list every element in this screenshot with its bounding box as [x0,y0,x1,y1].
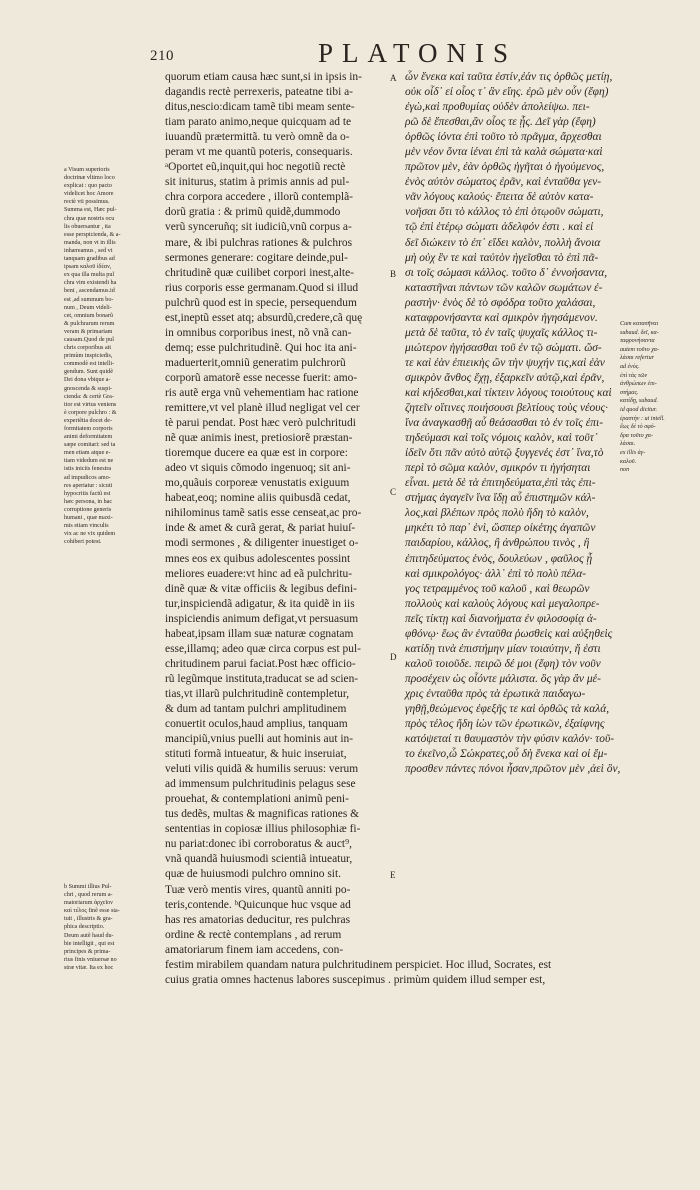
margin-note-line: primùm inspiciedis, [64,353,113,360]
margin-note-line: ex qua illa multa pul [64,272,115,279]
greek-line: νοῆσαι ὅτι τὸ κάλλος τὸ ἐπὶ ὁτῳοῦν σώματι, [405,206,604,219]
greek-line: ρῶ δὲ ἕπεσθαι,ἂν οἷος τε ᾖς. Δεῖ γὰρ (ἔφη) [405,116,596,129]
margin-note-line: id quod dicitur. [620,406,658,413]
margin-note-line: doctrinæ vltimo loco [64,175,115,182]
margin-note-line: ἐραστὴν : ut intell. [620,415,665,422]
margin-note-line: principes & prima- [64,948,111,955]
margin-note-line: est ,ad summum bo- [64,296,114,303]
latin-line: mnes eos ex quibus adolescentes possint [165,552,351,565]
section-letter-b: B [390,269,397,279]
margin-note-line: num , Deum videli- [64,304,112,311]
greek-line: προσθεν πάντες πόνοι ἦσαν,πρῶτον μὲν ,ἀεὶ ὂν, [405,763,621,776]
greek-line: καταφρονήσαντα καὶ σμικρὸν ἡγησάμενον. [405,311,598,324]
greek-line: κατίδῃ τινὰ ἐπιστήμην μίαν τοιαύτην, ἥ ἐστι [405,642,601,655]
margin-note-line: tior est virtus veniens [64,401,117,408]
margin-note-line: chris corporibus ait [64,345,112,352]
greek-line: πεῖς τίκτῃ καὶ διανοήματα ἐν φιλοσοφίᾳ ἀ- [405,612,597,625]
greek-line: μιώτερον ἡγήσασθαι τοῦ ἐν τῷ σώματι. ὥσ- [405,341,602,354]
latin-line: mare, & ibi pulchras rationes & pulchros [165,236,353,249]
greek-line: πρῶτον μὲν, ἐὰν ὀρθῶς ἡγῆται ὁ ἡγούμενος, [405,161,605,174]
margin-note-line: ἕως δὲ τὸ σφό- [620,424,656,431]
latin-line: mo,quãuis corporeæ venustatis exiguum [165,477,350,490]
greek-line: μὴ οὐχ ἓν τε καὶ ταὐτὸν ἡγεῖσθαι τὸ ἐπὶ πᾶ- [405,251,599,264]
margin-note-line: tuit , illustris & gra- [64,916,113,923]
latin-line: dinẽ quæ & vitæ officiis & legibus defini- [165,582,357,595]
greek-line: μετὰ δὲ ταῦτα, τὸ ἐν ταῖς ψυχαῖς κάλλος τι- [405,326,598,339]
greek-line: τε καὶ ἐὰν ἐπιεικὴς ὢν τὴν ψυχήν τις,καὶ ἐὰν [405,356,605,369]
greek-line: ἰδεῖν ὅτι πᾶν αὐτὸ αὑτῷ ξυγγενές ἐστ᾽ ἵνα,τὸ [405,447,604,460]
latin-line: dagandis rectè perrexeris, pateatne tibi a- [165,86,353,99]
margin-note-line: veram & primariam [64,328,113,335]
margin-note-line: chra vim existendi ha [64,280,117,287]
margin-note-line: hæc persona, in hac [64,498,113,505]
latin-line: ad immensum pulchritudinis pelagus sese [165,778,356,791]
latin-line: est,ineptũ esset atq; absurdũ,credere,cã quę [165,311,363,324]
margin-note-line: ταφρονήσαντα [620,338,655,345]
greek-column [405,70,621,777]
greek-line: ραστὴν· ἑνὸς δὲ τὸ σφόδρα τοῦτο χαλάσαι, [405,296,596,309]
margin-note-line: tiam videdum est ne [64,458,114,465]
greek-line: γηθῇ,θεώμενος ἐφεξῆς τε καὶ ὀρθῶς τὰ καλά, [405,702,610,715]
margin-note-line: bie intelligit , qui est [64,940,115,947]
greek-line: ὀρθῶς ἰόντα ἐπὶ τοῦτο τὸ πρᾶγμα, ἄρχεσθαι [405,131,602,144]
margin-note-line: mis etiam vinculis [64,523,109,530]
latin-line: tur,inspiciendã adigatur, & ita quidẽ in iis [165,597,355,610]
latin-line: amatoriarum finem iam accedens, con- [165,943,344,956]
margin-note-line: autem τοῦτο χα- [620,346,659,353]
margin-note-line: istis iniciis fenestra [64,466,112,473]
greek-line: μηκέτι τὸ παρ᾽ ἑνὶ, ὥσπερ οἰκέτης ἀγαπῶν [405,522,596,535]
margin-note-line: ad ἑνὸς. [620,363,640,370]
margin-note-line: lis obuersantur , ita [64,223,111,230]
page-number: 210 [150,48,174,64]
latin-line: peram vt me quantũ poteris, consequaris. [165,146,353,159]
margin-note-line: animi deformitatem [64,434,113,441]
latin-line: chritudinẽ quæ cuilibet corpori inest,alte- [165,266,354,279]
margin-note-line: corruptione generis [64,506,112,513]
margin-note-line: gendum. Sunt quidẽ [64,369,113,376]
greek-line: ὧν ἕνεκα καὶ ταῦτα ἐστίν,ἐάν τις ὀρθῶς μετίῃ, [405,71,613,83]
margin-note-line: esse perspicienda, & a- [64,231,121,238]
latin-line: ᵃOportet eũ,inquit,qui hoc negotiũ rectè [165,161,346,174]
latin-line: ditus,nescio:dicam tamẽ tibi meam sente- [165,101,355,114]
latin-line: tiam parato animo,neque quicquam ad te [165,116,352,129]
latin-line: sit initurus, statim à primis annis ad pul- [165,176,350,189]
greek-line: ἵνα ἀναγκασθῇ αὖ θεάσασθαι τὸ ἐν τοῖς ἐπι- [405,417,604,430]
margin-note-a [64,166,156,546]
greek-line: καταστῆναι πάντων τῶν καλῶν σωμάτων ἐ- [405,281,603,294]
greek-line: παιδαρίου, κάλλος, ἢ ἀνθρώπου τινὸς , ἢ [405,537,590,550]
latin-line: chra corpora accedere , illorũ contemplã- [165,191,353,204]
margin-note-line: a Visum superioris [64,167,110,173]
latin-line: nu pariat:donec ibi corroboratus & auct⁹, [165,838,352,851]
margin-note-right [620,320,676,475]
margin-note-line: videlicet hoc Amore [64,191,114,198]
margin-note-line: explicat : quo pacto [64,183,112,190]
margin-note-line: gnoscenda & suspi- [64,385,113,392]
latin-line: adeo vt siquis cõmodo ingenuoq; sit ani- [165,462,351,475]
latin-line: Tuæ verò mentis vires, quantũ anniti po- [165,883,351,896]
margin-note-line: manda, non vt in illis [64,239,116,246]
margin-note-line: καλοῦ. [620,458,637,465]
margin-note-line: bent , ascendamus.id [64,288,115,295]
greek-line: ζητεῖν οἵτινες ποιήσουσι βελτίους τοὺς νέους· [405,402,608,415]
latin-line: festim mirabilem quandam natura pulchritudinem perspiciet. Hoc illud, Socrates, est [165,958,552,971]
latin-line: vnã quandã huiusmodi scientiã intueatur, [165,853,353,866]
greek-line: ἐγὼ,καὶ προθυμίας οὐδὲν ἀπολείψω. πει- [405,101,590,114]
margin-note-line: καὶ τέλος finẽ esse sta- [64,908,120,915]
margin-note-line: vix ac ne vix quidem [64,531,116,538]
greek-line: σι τοῖς σώμασι κάλλος. τοῦτο δ᾽ ἐννοήσαντα, [405,266,608,279]
margin-note-line: κατίδῃ, subaud. [620,398,659,405]
latin-line: inde & amet & curã gerat, & pariat huiuſ- [165,522,356,535]
margin-note-line: phica descriptio. [64,924,105,931]
margin-note-line: rius finis vniuersæ no [64,956,117,963]
latin-line: pulchrũ quod est in specie, persequendum [165,296,357,309]
latin-line: meliores euadere:vt hinc ad eã pulchritu- [165,567,353,580]
margin-note-line: commodè est intelli- [64,361,115,368]
latin-line: maduerterit,omniũ generatim pulchrorũ [165,356,346,369]
section-letter-e: E [390,870,396,880]
latin-line: chritudinem parui faciat.Post hæc officio- [165,657,356,670]
greek-line: στήμας ἀγαγεῖν ἵνα ἴδῃ αὖ ἐπιστημῶν κάλ- [405,492,596,505]
margin-note-line: formitatem corporis [64,426,113,432]
latin-line: modi sermones , & diligenter inuestiget o- [165,537,359,550]
margin-note-line: sæpe comitari: sed ta [64,442,116,449]
margin-note-line: hypocritis factũ est [64,490,111,497]
greek-line: πρὸς τέλος ἤδη ἰὼν τῶν ἐρωτικῶν, ἐξαίφνης [405,718,605,731]
latin-line: iuuandũ prætermittã. tu verò omnẽ da o- [165,131,350,144]
section-letter-a: A [390,73,397,83]
latin-line: habeat,ipsam illam suæ naturæ cognatam [165,627,354,640]
margin-note-line: ἀνθρώπων ἐπι- [620,381,657,388]
greek-line: γος τετραμμένος τοῦ καλοῦ , καὶ θεωρῶν [405,582,590,595]
greek-line: δεῖ διώκειν τὸ ἐπ᾽ εἴδει καλὸν, πολλὴ ἄνοια [405,236,601,249]
greek-line: λος,καὶ βλέπων πρὸς πολὺ ἤδη τὸ καλὸν, [405,507,589,520]
margin-note-line: ipsam καλοῦ ἰδέαν, [64,264,112,271]
margin-note-line: res aperiatur : sicuti [64,482,113,489]
latin-line: & dum ad tantam pulchri amplitudinem [165,702,347,715]
margin-note-line: stræ vitæ. Ita ex hoc [64,964,114,971]
latin-line: sermones generare: cogitare deinde,pul- [165,251,348,264]
margin-note-line: b Summi illius Pul- [64,884,112,890]
margin-note-line: matoriarum ἀρχεῖον [64,900,113,907]
margin-note-line: inhæreamus , sed vt [64,247,113,254]
latin-line: ris autẽ erga vnũ vehementiam hac ratione [165,386,359,399]
latin-line: quorum etiam causa hæc sunt,si in ipsis in- [165,71,362,83]
greek-line: νᾶν λόγους καλούς· ἔπειτα δὲ αὐτὸν κατα- [405,191,594,204]
margin-note-line: experiẽtia docet de- [64,417,113,424]
greek-line: σμικρὸν ἄνθος ἔχῃ, ἐξαρκεῖν αὐτῷ,καὶ ἐρᾶν, [405,371,605,384]
greek-line: οὐκ οἶδ᾽ εἰ οἷος τ᾽ ἂν εἴης. ἐρῶ μὲν οὖν (ἔφη) [405,86,609,99]
latin-line: sententias in copiosæ illius philosophiæ fi- [165,823,361,836]
section-letter-c: C [390,487,397,497]
latin-line: nihilominus tamẽ satis esse censeat,ac pro- [165,507,362,520]
margin-note-line: ἐπὶ τὰς τῶν [620,372,648,379]
margin-note-line: στήμας. [620,389,639,396]
latin-line: conuertit oculos,haud amplius, tanquam [165,718,348,731]
margin-note-line: men etiam atque e- [64,450,111,457]
latin-line: tias,vt illarũ pulchritudinẽ contempletur, [165,687,350,700]
margin-note-line: subaud. δεῖ, κα- [620,329,659,336]
margin-note-line: tanquam gradibus ad [64,256,115,263]
margin-note-line: λάσαι. [620,441,636,448]
margin-note-line: ad impudicos amo- [64,474,111,481]
greek-line: ἐπιτηδεύματος ἑνὸς, δουλεύων , φαῦλος ᾖ [405,552,593,565]
greek-line: μὲν νέον ὄντα ἰέναι ἐπὶ τὰ καλὰ σώματα·καὶ [405,146,603,159]
margin-note-line: Cum κατασῆναι [620,321,659,327]
latin-line: mancipiũ,vnius puelli aut hominis aut in- [165,733,354,746]
margin-note-b [64,883,156,972]
greek-line: καλοῦ τοιοῦδε. πειρῶ δέ μοι (ἔφη) τὸν νοῦν [405,657,601,670]
greek-line: περὶ τὸ σῶμα καλὸν, σμικρόν τι ἡγήσηται [405,462,591,475]
latin-line: veluti vilis quidã & humilis seruus: verum [165,763,359,776]
latin-line: demq; esse pulchritudinẽ. Qui hoc ita ani- [165,341,357,354]
greek-line: το ἐκεῖνο,ὦ Σώκρατες,οὗ δὴ ἕνεκα καὶ οἱ ἔμ- [405,748,608,761]
greek-line: εἶναι. μετὰ δὲ τὰ ἐπιτηδεύματα,ἐπὶ τὰς ἐπι- [405,477,596,490]
margin-note-line: cohiberi potest. [64,539,102,546]
latin-line: tus dedẽs, multas & magnificas rationes & [165,808,360,821]
latin-line: corporũ amatorẽ esse necesse fuerit: amo- [165,371,358,384]
margin-note-line: humani , quæ maxi- [64,515,113,522]
greek-line: ἑνὸς αὐτὸν σώματος ἐρᾶν, καὶ ἐνταῦθα γεν- [405,176,602,189]
latin-line: dorũ gratia : & primũ quidẽ,dummodo [165,206,341,219]
margin-note-line: non [620,467,630,474]
latin-line: verũ synceruñq; sit iudiciũ,vnũ corpus a- [165,221,352,234]
running-head: PLATONIS [318,38,518,68]
latin-line: rius corporis esse germanam.Quod si illud [165,281,359,294]
latin-line: tioremque ducere ea quæ est in corpore: [165,447,348,460]
latin-line: prouehat, & contemplationi animũ peni- [165,793,349,806]
margin-note-line: chri , quod rerum a- [64,892,113,899]
latin-line: habeat,eoq; nomine aliis quibusdã cedat, [165,492,351,505]
latin-line: teris,contende. ᵇQuicunque huc vsque ad [165,898,351,911]
latin-line: inspiciendis animum defigat,vt persuasum [165,612,359,625]
greek-line: προσέχειν ὡς οἷόντε μάλιστα. ὃς γὰρ ἂν μέ- [405,672,601,685]
latin-line: nẽ quæ animis inest, pretiosiorẽ præstan- [165,432,353,445]
latin-line: has res amatorias deducitur, res pulchras [165,913,351,926]
margin-note-line: Dei dona vbique a- [64,377,111,384]
margin-note-line: cienda: & certè Gra- [64,393,114,400]
margin-note-line: δρα τοῦτο χα- [620,432,654,439]
margin-note-line: ex illis ἀγ- [620,449,646,456]
greek-line: φθόνῳ· ἕως ἂν ἐνταῦθα ῥωσθεὶς καὶ αὐξηθεὶς [405,627,613,640]
margin-note-line: cet, omnium bonarũ [64,312,113,319]
latin-line: in omnibus corporibus inest, nõ vnã can- [165,326,352,339]
latin-line: rũ legũmque instituta,traducat se ad scien- [165,672,359,685]
section-letter-d: D [390,652,397,662]
latin-line: ordine & rectè contemplans , ad rerum [165,928,342,941]
latin-line: cuius gratia omnes hactenus labores suscepimus . primùm quidem illud semper est, [165,973,546,986]
latin-line: stituti formã intueatur, & huic inseruiat, [165,748,347,761]
margin-note-line: rectè vti possimus. [64,199,110,206]
greek-line: καὶ σμικρολόγος· ἀλλ᾽ ἐπὶ τὸ πολὺ πέλα- [405,567,587,580]
greek-line: καὶ κήδεσθαι,καὶ τίκτειν λόγους τοιούτους καὶ [405,386,612,399]
greek-line: πολλοὺς καὶ καλοὺς λόγους καὶ μεγαλοπρε- [405,597,600,610]
greek-line: τηδεύμασι καὶ τοῖς νόμοις καλὸν, καὶ τοῦτ᾽ [405,432,598,445]
margin-note-line: & pulchrarum rerum [64,320,115,327]
margin-note-line: λάσαι refertur [620,355,654,362]
greek-line: κατόψεταί τι θαυμαστὸν τὴν φύσιν καλόν· τοῦ- [405,733,615,746]
greek-line: χρις ἐνταῦθα πρὸς τὰ ἐρωτικὰ παιδαγω- [405,687,586,700]
margin-note-line: Summa est, Hæc pul- [64,207,117,214]
margin-note-line: causam.Quod de pul [64,336,114,343]
margin-note-line: chra quæ nostris ocu [64,215,115,222]
latin-line: quæ de huiusmodi pulchro omnino sit. [165,868,342,881]
greek-line: τῷ ἐπὶ ἑτέρῳ σώματι ἀδελφόν ἐστι . καὶ εἰ [405,221,594,234]
margin-note-line: Deum autẽ haud du- [64,932,114,939]
latin-line: esse,illamq; adeo quæ circa corpus est pul- [165,642,361,655]
latin-line: remittere,vt vel planè illud negligat vel cer [165,402,360,415]
latin-line: tè parui pendat. Post hæc verò pulchritudi [165,417,356,430]
margin-note-line: è corpore pulchro : & [64,409,117,416]
